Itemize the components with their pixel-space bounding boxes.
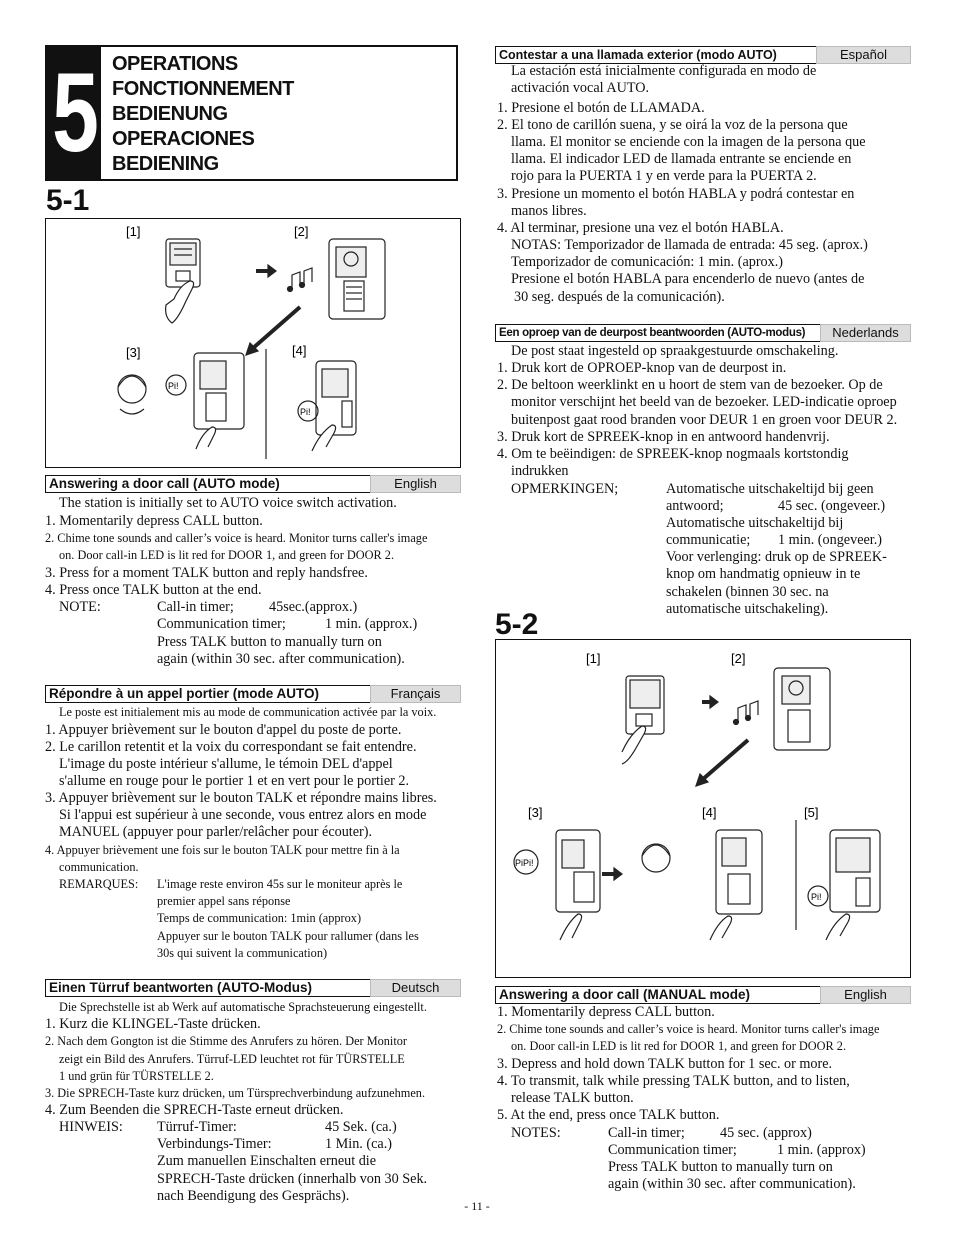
text-line: Voor verlenging: druk op de SPREEK- [666,549,887,565]
text-line: 2. De beltoon weerklinkt en u hoort de stem van de bezoeker. Op de [497,377,883,393]
monitor-icon-6 [556,830,600,912]
text-line: L'image du poste intérieur s'allume, le témoin DEL d'appel [59,756,393,772]
text-line: Temps de communication: 1min (approx) [157,911,362,925]
text-line: Automatische uitschakeltijd bij geen [666,481,874,497]
section-number-5-1: 5-1 [46,184,90,217]
text-line: rojo para la PUERTA 1 y en verde para la PUERTA 2. [511,168,817,184]
text-line: 1 und grün für TÜRSTELLE 2. [59,1069,214,1083]
text-line: OPMERKINGEN; [511,481,619,497]
text-line: 4. Zum Beenden die SPRECH-Taste erneut drücken. [45,1102,344,1118]
figure-5-2 [495,639,911,978]
text-line: release TALK button. [511,1090,634,1106]
fig2-label-1: [1] [586,651,601,666]
heading-english-manual-title: Answering a door call (MANUAL mode) [499,987,751,1002]
chapter-title-es: OPERACIONES [112,128,255,150]
text-line: 1. Kurz die KLINGEL-Taste drücken. [45,1016,261,1032]
text-line: 3. Appuyer brièvement sur le bouton TALK et répondre mains libres. [45,790,437,806]
fig1-label-1: [1] [126,224,141,239]
heading-french-auto-lang: Français [370,685,461,703]
text-line: 1 min. (ongeveer.) [778,532,883,548]
chapter-title-fr: FONCTIONNEMENT [112,78,294,100]
chapter-number: 5 [47,47,101,179]
text-line: Communication timer; [157,616,286,632]
fig1-label-2: [2] [294,224,309,239]
monitor-icon-3 [194,353,244,429]
text-line: 4. To transmit, talk while pressing TALK button, and to listen, [497,1073,850,1089]
heading-english-auto-lang: English [370,475,461,493]
heading-english-manual [495,986,911,1004]
text-line: L'image reste environ 45s sur le moniteur après le [157,877,403,891]
monitor-icon [329,239,385,319]
hand-icon-8 [826,914,850,940]
text-line: nach Beendigung des Gesprächs). [157,1188,350,1204]
fig1-sound-3: Pi! [168,381,179,391]
text-line: NOTES: [511,1125,561,1141]
text-line: 1 min. (approx.) [325,616,418,632]
visitor-icon-2 [642,844,670,872]
hand-icon-6 [560,914,582,940]
heading-dutch-auto-title: Een oproep van de deurpost beantwoorden (AUTO-modus) [499,327,806,339]
monitor-icon-4 [316,361,356,435]
text-line: 45 sec. (approx) [720,1125,812,1141]
text-line: manos libres. [511,203,587,219]
text-line: De post staat ingesteld op spraakgestuurde omschakeling. [511,343,839,359]
text-line: s'allume en rouge pour le portier 1 et en vert pour le portier 2. [59,773,410,789]
text-line: 45 sec. (ongeveer.) [778,498,886,514]
text-line: zeigt ein Bild des Anrufers. Türruf-LED leuchtet rot für TÜRSTELLE [59,1052,405,1066]
fig1-label-3: [3] [126,345,141,360]
fig2-label-5: [5] [804,805,819,820]
monitor-icon-7 [716,830,762,914]
heading-spanish-auto-title: Contestar a una llamada exterior (modo AUTO) [499,48,777,62]
text-line: 1. Presione el botón de LLAMADA. [497,100,705,116]
text-line: 1. Momentarily depress CALL button. [45,513,263,529]
text-line: 4. Om te beëindigen: de SPREEK-knop nogmaals kortstondig [497,446,849,462]
monitor-icon-8 [830,830,880,912]
text-line: again (within 30 sec. after communication). [608,1176,856,1192]
hand-icon-7 [710,916,732,940]
text-line: 2. El tono de carillón suena, y se oirá la voz de la persona que [497,117,848,133]
monitor-icon-5 [774,668,830,750]
text-line: on. Door call-in LED is lit red for DOOR 1, and green for DOOR 2. [511,1039,847,1053]
figure-5-1-illustration [46,219,460,467]
text-line: 45sec.(approx.) [269,599,358,615]
fig2-label-2: [2] [731,651,746,666]
hand-icon-3 [196,427,216,449]
text-line: REMARQUES: [59,877,139,891]
text-line: indrukken [511,463,569,479]
text-line: The station is initially set to AUTO voice switch activation. [59,495,397,511]
heading-spanish-auto [495,46,911,64]
chapter-title-nl: BEDIENING [112,153,219,175]
text-line: Zum manuellen Einschalten erneut die [157,1153,377,1169]
heading-dutch-auto-lang: Nederlands [820,324,911,342]
heading-german-auto [45,979,461,997]
text-line: 3. Depress and hold down TALK button for 1 sec. or more. [497,1056,833,1072]
figure-5-2-illustration [496,640,910,977]
heading-english-manual-lang: English [820,986,911,1004]
text-line: 1 Min. (ca.) [325,1136,392,1152]
text-line: NOTE: [59,599,101,615]
text-line: Temporizador de comunicación: 1 min. (aprox.) [511,254,784,270]
text-line: 2. Chime tone sounds and caller’s voice is heard. Monitor turns caller's image [497,1022,880,1036]
text-line: 2. Nach dem Gongton ist die Stimme des Anrufers zu hören. Der Monitor [45,1034,408,1048]
text-line: Call-in timer; [608,1125,685,1141]
text-line: NOTAS: Temporizador de llamada de entrada: 45 seg. (aprox.) [511,237,868,253]
heading-english-auto [45,475,461,493]
text-line: Communication timer; [608,1142,737,1158]
text-line: 3. Presione un momento el botón HABLA y podrá contestar en [497,186,855,202]
text-line: Automatische uitschakeltijd bij [666,515,844,531]
text-line: HINWEIS: [59,1119,123,1135]
heading-english-auto-title: Answering a door call (AUTO mode) [49,476,280,491]
chapter-titles [112,52,294,177]
text-line: SPRECH-Taste drücken (innerhalb von 30 Sek. [157,1171,428,1187]
text-line: activación vocal AUTO. [511,80,650,96]
text-line: Call-in timer; [157,599,234,615]
heading-dutch-auto [495,324,911,342]
text-line: monitor verschijnt het beeld van de bezoeker. LED-indicatie oproep [511,394,897,410]
text-line: 3. Die SPRECH-Taste kurz drücken, um Türsprechverbindung aufzunehmen. [45,1086,426,1100]
text-line: llama. El monitor se enciende con la imagen de la persona que [511,134,866,150]
text-line: 30s qui suivent la communication) [157,946,328,960]
fig2-sound-5: Pi! [811,892,822,902]
text-line: Verbindungs-Timer: [157,1136,272,1152]
section-number-5-2: 5-2 [495,608,539,641]
text-line: on. Door call-in LED is lit red for DOOR 1, and green for DOOR 2. [59,548,395,562]
text-line: schakelen (binnen 30 sec. na [666,584,829,600]
text-line: knop om handmatig opnieuw in te [666,566,861,582]
text-line: 3. Press for a moment TALK button and reply handsfree. [45,565,368,581]
text-line: 3. Druk kort de SPREEK-knop in en antwoord handenvrij. [497,429,830,445]
arrow-down-left-icon-2 [702,740,748,780]
heading-french-auto-title: Répondre à un appel portier (mode AUTO) [49,686,320,701]
text-line: 1. Appuyer brièvement sur le bouton d'appel du poste de porte. [45,722,402,738]
figure-5-1 [45,218,461,468]
text-line: communicatie; [666,532,751,548]
text-line: Press TALK button to manually turn on [157,634,382,650]
door-station-icon [166,239,200,287]
heading-french-auto [45,685,461,703]
heading-german-auto-title: Einen Türruf beantworten (AUTO-Modus) [49,980,312,995]
fig2-label-4: [4] [702,805,717,820]
text-line: 2. Le carillon retentit et la voix du correspondant se fait entendre. [45,739,417,755]
text-line: Die Sprechstelle ist ab Werk auf automatische Sprachsteuerung eingestellt. [59,1000,427,1014]
text-line: llama. El indicador LED de llamada entrante se enciende en [511,151,852,167]
text-line: Press TALK button to manually turn on [608,1159,833,1175]
page-number: - 11 - [464,1199,490,1213]
text-line: 5. At the end, press once TALK button. [497,1107,720,1123]
text-line: Le poste est initialement mis au mode de communication activée par la voix. [59,705,437,719]
heading-spanish-auto-lang: Español [816,46,911,64]
fig2-label-3: [3] [528,805,543,820]
door-station-icon-2 [626,676,664,734]
visitor-icon [118,375,146,414]
heading-german-auto-lang: Deutsch [370,979,461,997]
text-line: 1. Momentarily depress CALL button. [497,1004,715,1020]
fig1-sound-4: Pi! [300,407,311,417]
text-line: Presione el botón HABLA para encenderlo de nuevo (antes de [511,271,865,287]
text-line: Si l'appui est supérieur à une seconde, vous entrez alors en mode [59,807,427,823]
chapter-title-en: OPERATIONS [112,53,238,75]
text-line: MANUEL (appuyer pour parler/relâcher pour écouter). [59,824,373,840]
text-line: 4. Al terminar, presione una vez el botón HABLA. [497,220,784,236]
text-line: 30 seg. después de la comunicación). [514,289,725,305]
text-line: antwoord; [666,498,724,514]
fig1-label-4: [4] [292,343,307,358]
text-line: La estación está inicialmente configurada en modo de [511,63,817,79]
text-line: 2. Chime tone sounds and caller’s voice is heard. Monitor turns caller's image [45,531,428,545]
text-line: 4. Appuyer brièvement une fois sur le bouton TALK pour mettre fin à la [45,843,400,857]
text-line: again (within 30 sec. after communication). [157,651,405,667]
text-line: automatische uitschakeling). [666,601,829,617]
text-line: Appuyer sur le bouton TALK pour rallumer (dans les [157,929,419,943]
chapter-title-de: BEDIENUNG [112,103,228,125]
text-line: 45 Sek. (ca.) [325,1119,397,1135]
text-line: 4. Press once TALK button at the end. [45,582,262,598]
fig2-sound-3: PiPi! [515,858,534,868]
text-line: 1 min. (approx) [777,1142,866,1158]
text-line: premier appel sans réponse [157,894,291,908]
text-line: communication. [59,860,139,874]
text-line: buitenpost gaat rood branden voor DEUR 1 en groen voor DEUR 2. [511,412,898,428]
text-line: 1. Druk kort de OPROEP-knop van de deurpost in. [497,360,787,376]
text-line: Türruf-Timer: [157,1119,237,1135]
